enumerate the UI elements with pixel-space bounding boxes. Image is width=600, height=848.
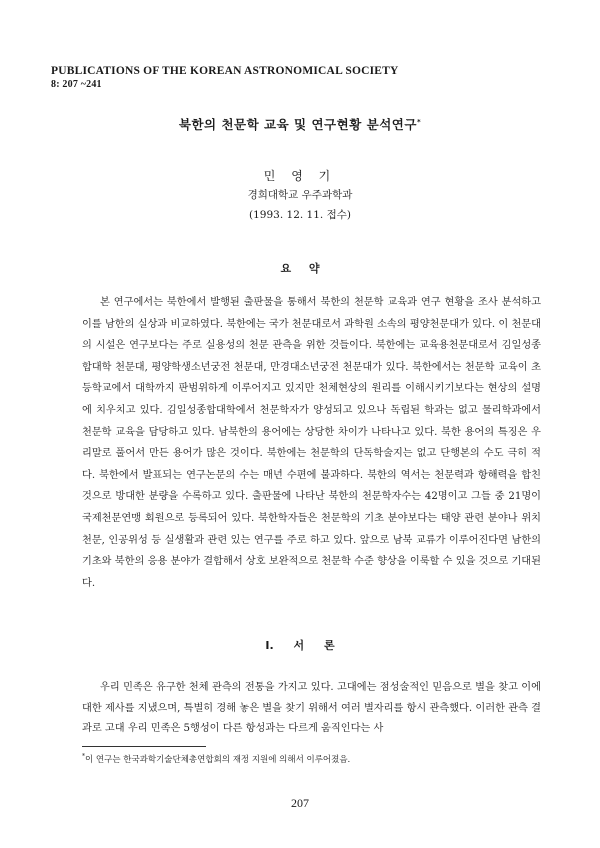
section-heading-introduction: I. 서 론 (265, 639, 335, 652)
footnote-mark: * (82, 753, 85, 760)
journal-name: PUBLICATIONS OF THE KOREAN ASTRONOMICAL SOCIETY (51, 65, 399, 77)
abstract-text: 본 연구에서는 북한에서 발행된 출판물을 통해서 북한의 천문학 교육과 연구 현황을 조사 분석하고 이를 남한의 실상과 비교하였다. 북한에는 국가 천문대로서 과학원 소속의 평양천문대가 있다. 이 천문대의 시설은 연구보다는 주로 실용성의 천문 관측을 위한 것들이다. 북한에는 교육용천문대로서 김일성종합대학 천문대, 평양학생소년궁전 천문대, 만경대소년궁전 천문대가 있다. 북한에서는 천문학 교육이 초등학교에서 대학까지 판범위하게 이루어지고 있지만 천체현상의 원리를 이해시키기보다는 현상의 설명에 치우치고 있다. 김일성종합대학에서 천문학자가 양성되고 있으나 독립된 학과는 없고 물리학과에서 천문학 교육을 담당하고 있다. 남북한의 용어에는 상당한 차이가 나타나고 있다. 북한 용어의 특징은 우리말로 풀어서 만든 용어가 많은 것이다. 북한에는 천문학의 단독학술지는 없고 단행본의 수도 극히 적다. 북한에서 발표되는 연구논문의 수는 매년 수편에 불과하다. 북한의 역서는 천문력과 항해력을 합친 것으로 방대한 분량을 수록하고 있다. 출판물에 나타난 북한의 천문학자수는 42명이고 그들 중 21명이 국제천문연맹 회원으로 등록되어 있다. 북한학자들은 천문학의 기초 분야보다는 태양 관련 분야나 위치천문, 인공위성 등 실생활과 관련 있는 연구를 주로 하고 있다. 앞으로 남북 교류가 이루어진다면 남한의 기초와 북한의 응용 분야가 결합해서 상호 보완적으로 천문학 수준 향상을 이룩할 수 있을 것으로 기대된다. (82, 297, 541, 589)
author-affiliation: 경희대학교 우주과학과 (247, 189, 353, 201)
article-title (0, 115, 600, 133)
journal-header (51, 64, 399, 92)
footnote-divider (82, 746, 206, 747)
title-footnote-mark: * (416, 117, 422, 126)
received-date: (1993. 12. 11. 접수) (249, 209, 351, 221)
footnote-text: 이 연구는 한국과학기술단체총연합회의 재정 지원에 의해서 이루어졌음. (85, 754, 351, 765)
page-number: 207 (291, 796, 309, 810)
abstract-heading: 요 약 (280, 262, 320, 275)
journal-volume: 8: 207 ~241 (51, 79, 102, 90)
author-name: 민 영 기 (263, 169, 337, 183)
introduction-text: 우리 민족은 유구한 천체 관측의 전통을 가지고 있다. 고대에는 점성술적인 믿음으로 별을 찾고 이에 대한 제사를 지냈으며, 특별히 경해 놓은 별을 찾기 위해서 여러 별자리를 항시 관측했다. 이러한 관측 결과로 고대 우리 민족은 5행성이 다른 항성과는 다르게 움직인다는 사 (82, 682, 541, 734)
footnote (82, 751, 541, 766)
article-title-text: 북한의 천문학 교육 및 연구현황 분석연구 (178, 117, 417, 132)
